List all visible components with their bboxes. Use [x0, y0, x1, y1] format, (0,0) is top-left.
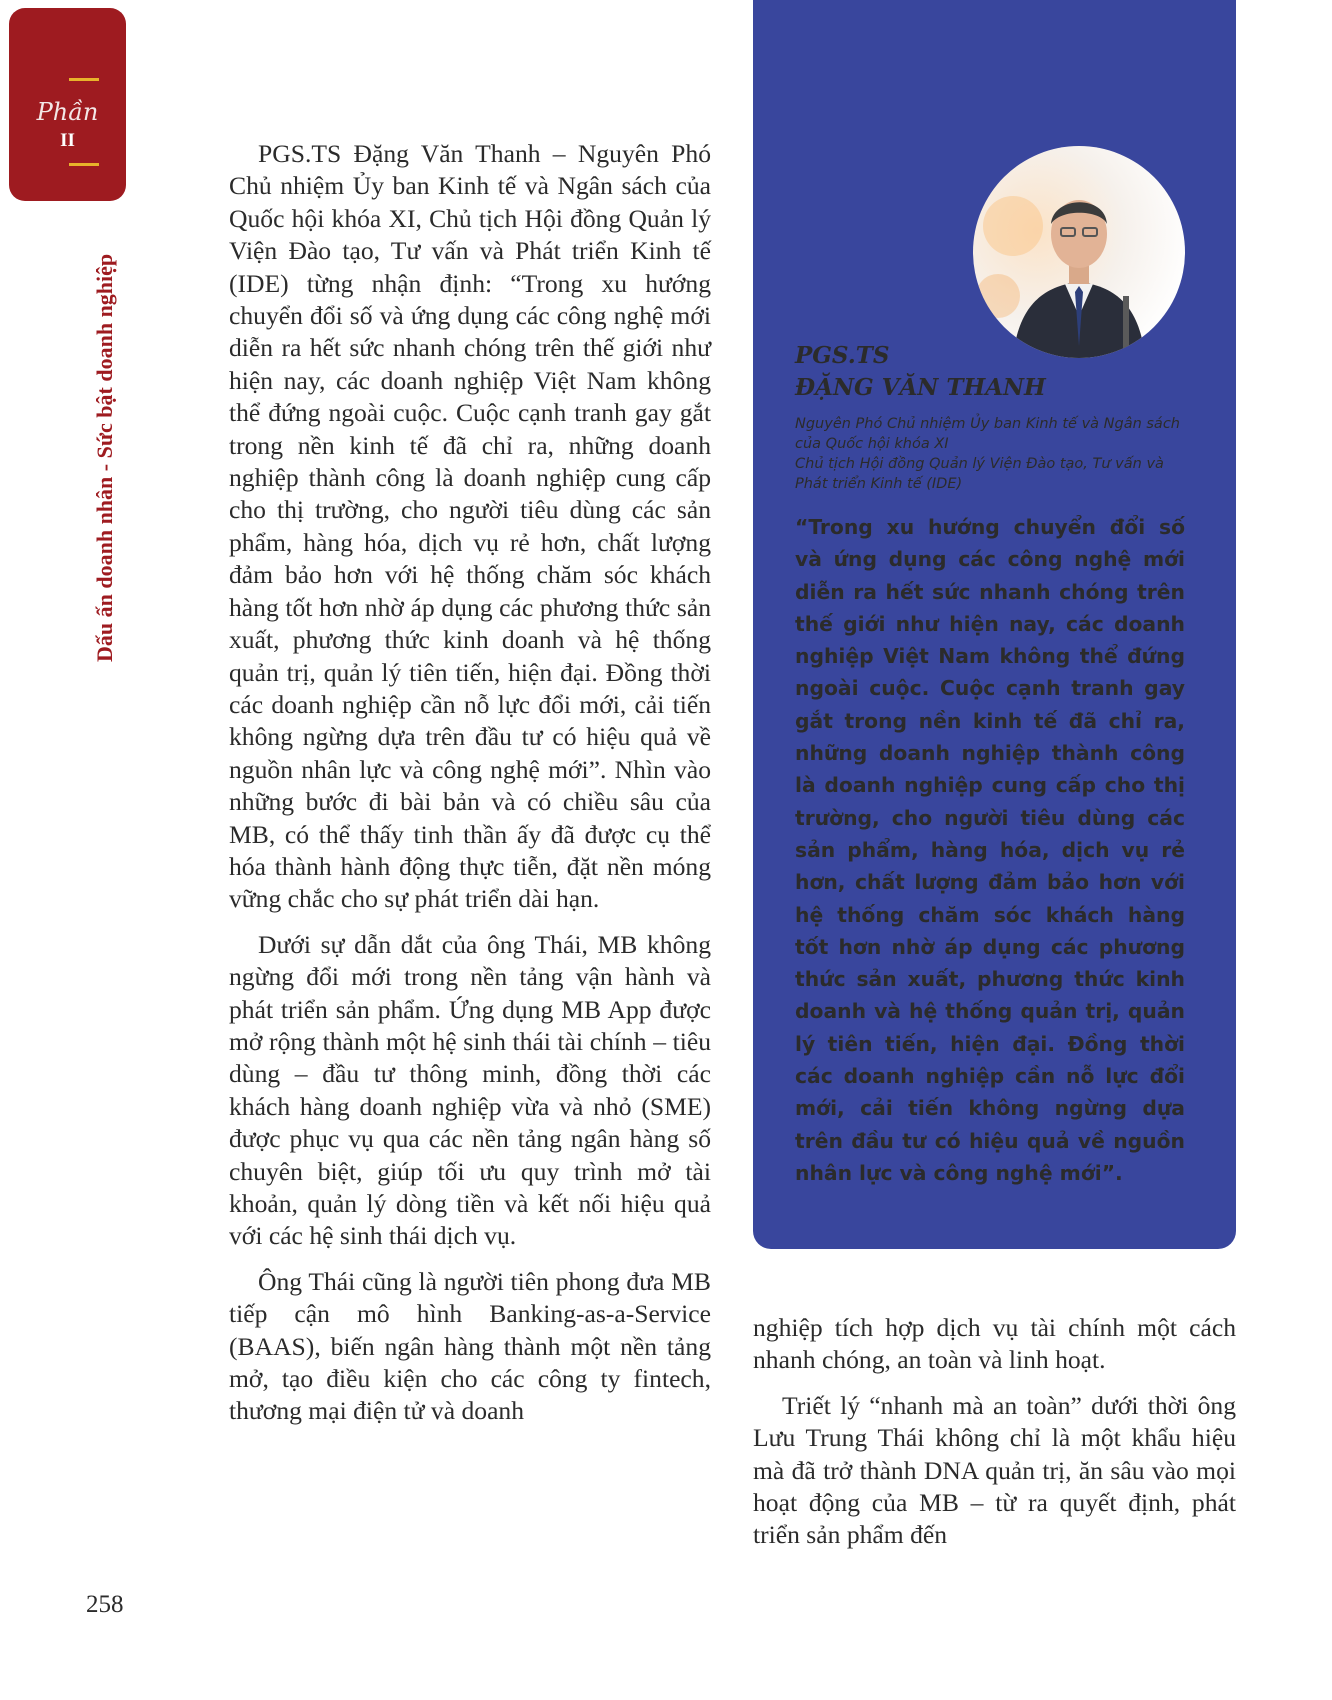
profile-role-line: Nguyên Phó Chủ nhiệm Ủy ban Kinh tế và Ngân sách	[795, 416, 1180, 432]
profile-role-line: Chủ tịch Hội đồng Quản lý Viện Đào tạo, Tư vấn và	[795, 456, 1164, 472]
profile-role-line: Phát triển Kinh tế (IDE)	[795, 476, 963, 492]
tab-top-rule	[69, 78, 99, 81]
pull-quote: “Trong xu hướng chuyển đổi số và ứng dụng các công nghệ mới diễn ra hết sức nhanh chóng trên thế giới như hiện nay, các doanh nghiệp Việt Nam không thể đứng ngoài cuộc. Cuộc cạnh tranh gay gắt trong nền kinh tế đã chỉ ra, những doanh nghiệp thành công là doanh nghiệp cung cấp cho thị trường, cho người tiêu dùng các sản phẩm, hàng hóa, dịch vụ rẻ hơn, chất lượng đảm bảo hơn với hệ thống chăm sóc khách hàng tốt hơn nhờ áp dụng các phương thức sản xuất, phương thức kinh doanh và hệ thống quản trị, quản lý tiên tiến, hiện đại. Đồng thời các doanh nghiệp cần nỗ lực đổi mới, cải tiến không ngừng dựa trên đầu tư có hiệu quả về nguồn nhân lực và công nghệ mới”.	[795, 515, 1185, 1185]
section-tab	[9, 8, 126, 201]
portrait-photo	[973, 146, 1185, 358]
left-column	[229, 138, 711, 1441]
tab-bottom-rule	[69, 163, 99, 166]
person-portrait-icon	[973, 146, 1185, 358]
page-number: 258	[86, 1591, 124, 1618]
body-paragraph: Triết lý “nhanh mà an toàn” dưới thời ông Lưu Trung Thái không chỉ là một khẩu hiệu mà đã trở thành DNA quản trị, ăn sâu vào mọi hoạt động của MB – từ ra quyết định, phát triển sản phẩm đến	[753, 1390, 1236, 1550]
profile-name: ĐẶNG VĂN THANH	[795, 374, 1046, 401]
profile-title: PGS.TS	[795, 342, 890, 369]
body-paragraph-continuation: nghiệp tích hợp dịch vụ tài chính một cách nhanh chóng, an toàn và linh hoạt.	[753, 1313, 1236, 1375]
section-number: II	[60, 130, 75, 151]
right-column	[753, 1312, 1236, 1565]
profile-role-line: của Quốc hội khóa XI	[795, 436, 949, 452]
body-paragraph: PGS.TS Đặng Văn Thanh – Nguyên Phó Chủ nhiệm Ủy ban Kinh tế và Ngân sách của Quốc hội khóa XI, Chủ tịch Hội đồng Quản lý Viện Đào tạo, Tư vấn và Phát triển Kinh tế (IDE) từng nhận định: “Trong xu hướng chuyển đổi số và ứng dụng các công nghệ mới diễn ra hết sức nhanh chóng trên thế giới như hiện nay, các doanh nghiệp Việt Nam không thể đứng ngoài cuộc. Cuộc cạnh tranh gay gắt trong nền kinh tế đã chỉ ra, những doanh nghiệp thành công là doanh nghiệp cung cấp cho thị trường, cho người tiêu dùng các sản phẩm, hàng hóa, dịch vụ rẻ hơn, chất lượng đảm bảo hơn với hệ thống chăm sóc khách hàng tốt hơn nhờ áp dụng các phương thức sản xuất, phương thức kinh doanh và hệ thống quản trị, quản lý tiên tiến, hiện đại. Đồng thời các doanh nghiệp cần nỗ lực đổi mới, cải tiến không ngừng dựa trên đầu tư có hiệu quả về nguồn nhân lực và công nghệ mới”. Nhìn vào những bước đi bài bản và có chiều sâu của MB, có thể thấy tinh thần ấy đã được cụ thể hóa thành hành động thực tiễn, đặt nền móng vững chắc cho sự phát triển dài hạn.	[229, 139, 711, 914]
section-label: Phần	[36, 98, 99, 126]
chapter-title: Dấu ấn doanh nhân - Sức bật doanh nghiệp	[92, 253, 117, 662]
body-paragraph: Dưới sự dẫn dắt của ông Thái, MB không ngừng đổi mới trong nền tảng vận hành và phát triển sản phẩm. Ứng dụng MB App được mở rộng thành một hệ sinh thái tài chính – tiêu dùng – đầu tư thông minh, đồng thời các khách hàng doanh nghiệp vừa và nhỏ (SME) được phục vụ qua các nền tảng ngân hàng số chuyên biệt, giúp tối ưu quy trình mở tài khoản, quản lý dòng tiền và kết nối hiệu quả với các hệ sinh thái dịch vụ.	[229, 929, 711, 1251]
body-paragraph: Ông Thái cũng là người tiên phong đưa MB tiếp cận mô hình Banking-as-a-Service (BAAS), biến ngân hàng thành một nền tảng mở, tạo điều kiện cho các công ty fintech, thương mại điện tử và doanh	[229, 1266, 711, 1426]
